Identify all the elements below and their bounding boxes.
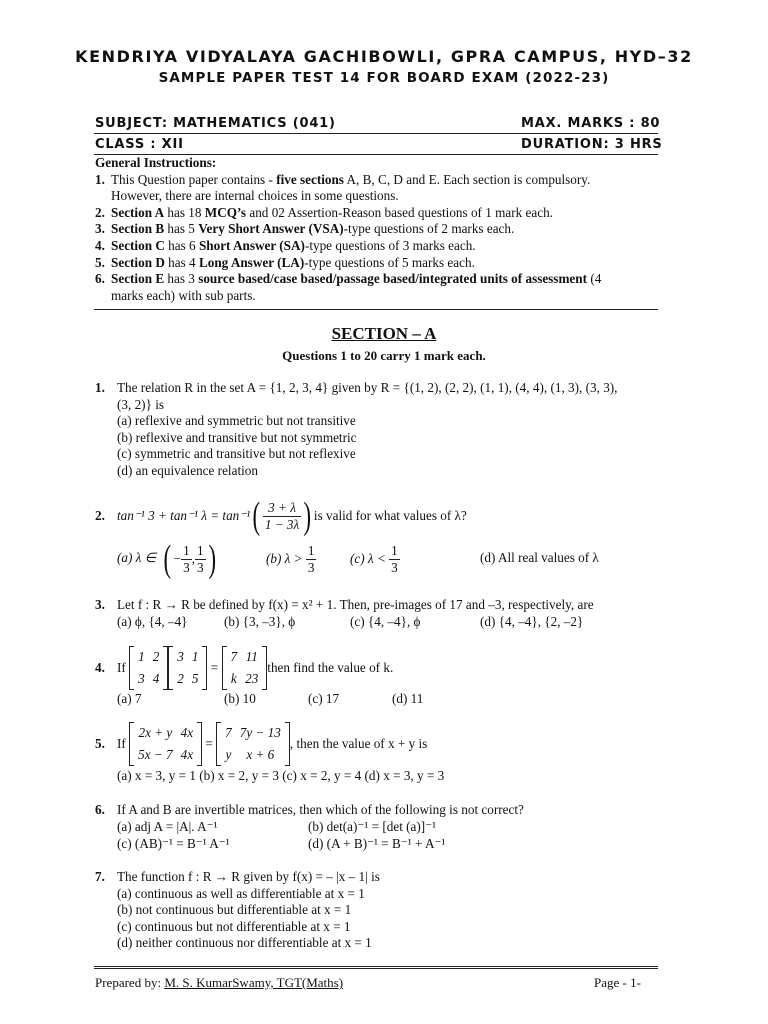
option-b: (b) λ > $\frac{1}{3}$ [266,543,315,575]
question-text: then find the value of k. [267,659,394,675]
instruction-item: 4. Section C has 6 Short Answer (SA)-type questions of 3 marks each. [95,237,476,253]
paren-open-icon: ( [163,538,172,580]
option-b: (b) reflexive and transitive but not symmetric [117,429,357,445]
options-line: (a) x = 3, y = 1 (b) x = 2, y = 3 (c) x = 2, y = 4 (d) x = 3, y = 3 [117,768,445,783]
question-expression: tan⁻¹ 3 + tan⁻¹ λ = tan⁻¹ [117,507,251,523]
question-text: The function f : R → R given by f(x) = – |x – 1| is [117,869,380,884]
question-5: 5. If 2x + y 4x 5x − 7 4x = 7 7y − 13 y x + 6 , then the value of x + y is (a) x = 3, y = 1 (b) x = 2, y = 3 (c) x = 2, y = 4 (d) x = 3, y = 3 [95,720,665,785]
question-number: 2. [95,508,105,523]
duration-label: DURATION: 3 HRS [521,137,663,152]
question-number: 3. [95,597,105,612]
max-marks-label: MAX. MARKS : 80 [521,116,661,131]
instruction-item: 3. Section B has 5 Very Short Answer (VSA)-type questions of 2 marks each. [95,221,515,237]
question-text: If A and B are invertible matrices, then which of the following is not correct? [117,802,524,817]
fraction: $\frac{1}{3}$ [196,542,204,575]
option-c: (c) continuous but not differentiable at x = 1 [117,918,351,934]
divider-line [94,309,658,310]
question-7 [95,869,665,952]
option-d: (d) All real values of λ [480,550,599,565]
question-number: 5. [95,736,105,751]
footer-divider [94,968,658,969]
option-c: (c) (AB)⁻¹ = B⁻¹ A⁻¹ [117,835,230,851]
option-a: (a) λ ∈ [117,550,157,565]
option-d: (d) {4, –4}, {2, –2} [480,613,584,629]
option-a: (a) continuous as well as differentiable at x = 1 [117,885,365,901]
footer-credit: Prepared by: M. S. KumarSwamy, TGT(Maths) [95,975,344,990]
question-text: Let f : R → R be defined by f(x) = x² + 1. Then, pre-images of 17 and –3, respectively, are [117,597,594,612]
option-d: (d) neither continuous nor differentiable at x = 1 [117,935,372,951]
question-text: , then the value of x + y is [289,735,428,751]
fraction: $\frac{1}{3}$ [391,543,398,575]
option-a: (a) ϕ, {4, –4} [117,613,188,629]
option-c: (c) 17 [308,691,340,706]
paren-close-icon: ) [303,495,312,537]
instruction-item: 6. Section E has 3 source based/case based/passage based/integrated units of assessment (4 [95,271,602,287]
option-b: (b) det(a)⁻¹ = [det (a)]⁻¹ [308,818,437,834]
instruction-item: 1. This Question paper contains - five sections A, B, C, D and E. Each section is compulsory. [95,171,591,187]
page-number: Page - 1- [594,975,641,990]
section-title: SECTION – A [331,324,437,343]
question-number: 1. [95,380,105,395]
question-1 [95,380,665,480]
instruction-continuation: However, there are internal choices in some questions. [111,188,399,204]
option-c: (c) {4, –4}, ϕ [350,613,421,629]
question-text: The relation R in the set A = {1, 2, 3, 4} given by R = {(1, 2), (2, 2), (1, 1), (4, 4), (1, 3), (3, 3), [117,380,618,395]
question-3 [95,597,665,631]
fraction: $\frac{1}{3}$ [307,543,315,575]
divider-line [94,133,658,134]
option-c: (c) symmetric and transitive but not reflexive [117,446,356,462]
matrix: 7 7y − 13 y x + 6 [216,722,290,766]
option-b: (b) {3, –3}, ϕ [224,613,296,629]
matrix: 2x + y 4x 5x − 7 4x [129,722,202,766]
option-b: (b) not continuous but differentiable at x = 1 [117,902,352,918]
footer-author: M. S. KumarSwamy, TGT(Maths) [164,975,344,990]
option-d: (d) an equivalence relation [117,462,258,478]
option-a: (a) adj A = |A|. A⁻¹ [117,818,218,834]
matrix: 3 1 2 5 [168,646,207,690]
general-instructions [95,155,665,304]
question-6 [95,802,665,853]
question-number: 7. [95,869,105,884]
instruction-continuation: marks each) with sub parts. [111,287,256,303]
fraction: $\frac{1}{3}$ [183,542,190,575]
fraction: $\frac{3 + \lambda}{1 - 3\lambda}$ [264,499,300,532]
instruction-item: 2. Section A has 18 MCQ’s and 02 Assertion-Reason based questions of 1 mark each. [95,204,553,220]
option-a: (a) 7 [117,691,142,706]
question-number: 6. [95,802,105,817]
question-number: 4. [95,660,105,675]
question-2 [95,492,665,584]
option-a: (a) reflexive and symmetric but not transitive [117,413,356,429]
section-subtitle: Questions 1 to 20 carry 1 mark each. [282,348,486,363]
school-name: KENDRIYA VIDYALAYA GACHIBOWLI, GPRA CAMPUS, HYD–32 [75,47,693,66]
question-text: (3, 2)} is [117,396,164,412]
question-text: is valid for what values of λ? [313,507,467,523]
subject-label: SUBJECT: MATHEMATICS (041) [95,116,336,131]
option-a-interval: ( − $\frac{1}{3}$ , $\frac{1}{3}$ ) [163,538,216,580]
option-d: (d) (A + B)⁻¹ = B⁻¹ + A⁻¹ [308,835,446,851]
paren-close-icon: ) [208,538,216,580]
option-d: (d) 11 [392,691,424,706]
instructions-title: General Instructions: [95,155,217,170]
matrix: 1 2 3 4 [129,646,168,690]
paren-open-icon: ( [252,495,261,537]
class-label: CLASS : XII [95,137,184,152]
instruction-item: 5. Section D has 4 Long Answer (LA)-type questions of 5 marks each. [95,254,475,270]
question-4: 4. If 1 2 3 4 3 1 2 5 = 7 11 k 23 then find the value of k. (a) 7 (b) 10 (c) 17 (d) 11 [95,645,665,708]
option-c: (c) λ < $\frac{1}{3}$ [350,543,398,575]
option-b: (b) 10 [224,691,256,706]
paper-title: SAMPLE PAPER TEST 14 FOR BOARD EXAM (2022-23) [158,70,610,86]
footer-divider [94,966,658,967]
matrix: 7 11 k 23 [222,646,268,690]
